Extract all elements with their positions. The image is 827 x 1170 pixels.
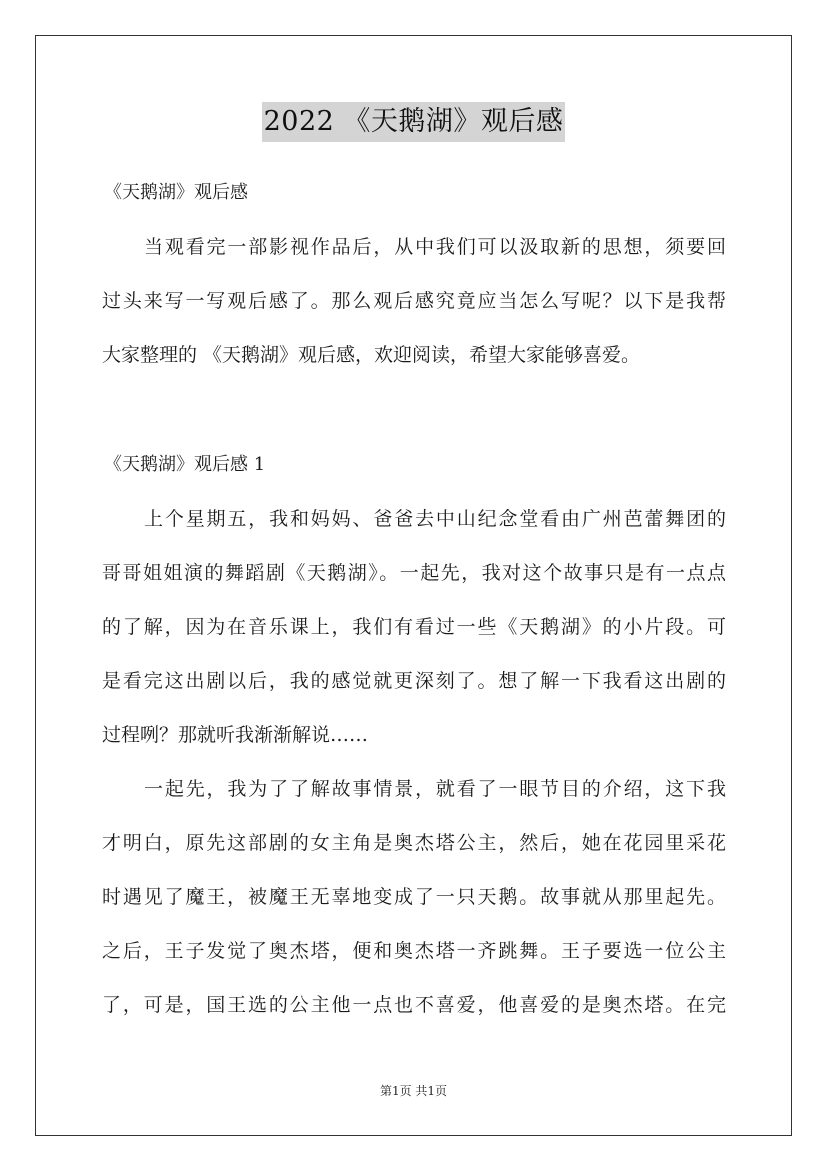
- document-title: 2022 《天鹅湖》观后感: [262, 102, 566, 142]
- para2-line: 一起先，我为了了解故事情景，就看了一眼节目的介绍，这下我: [144, 778, 726, 800]
- page-footer: 第1页 共1页: [379, 1084, 448, 1098]
- title-wrap: [0, 102, 827, 142]
- intro-line: 大家整理的 《天鹅湖》观后感，欢迎阅读，希望大家能够喜爱。: [102, 344, 641, 366]
- section-heading: 《天鹅湖》观后感 1: [104, 454, 266, 475]
- para1-line: 过程咧？那就听我渐渐解说……: [102, 724, 369, 746]
- intro-heading: 《天鹅湖》观后感: [104, 182, 248, 203]
- para2-line: 时遇见了魔王，被魔王无辜地变成了一只天鹅。故事就从那里起先。: [102, 886, 726, 908]
- intro-line: 当观看完一部影视作品后，从中我们可以汲取新的思想，须要回: [144, 236, 726, 258]
- para1-line: 哥哥姐姐演的舞蹈剧《天鹅湖》。一起先，我对这个故事只是有一点点: [102, 562, 726, 584]
- para1-line: 的了解，因为在音乐课上，我们有看过一些《天鹅湖》的小片段。可: [102, 616, 726, 638]
- para1-line: 上个星期五，我和妈妈、爸爸去中山纪念堂看由广州芭蕾舞团的: [144, 508, 726, 530]
- para2-line: 才明白，原先这部剧的女主角是奥杰塔公主，然后，她在花园里采花: [102, 832, 726, 854]
- intro-line: 过头来写一写观后感了。那么观后感究竟应当怎么写呢？以下是我帮: [102, 290, 726, 312]
- para2-line: 了，可是，国王选的公主他一点也不喜爱，他喜爱的是奥杰塔。在完: [102, 994, 726, 1016]
- para2-line: 之后，王子发觉了奥杰塔，便和奥杰塔一齐跳舞。王子要选一位公主: [102, 940, 726, 962]
- para1-line: 是看完这出剧以后，我的感觉就更深刻了。想了解一下我看这出剧的: [102, 670, 726, 692]
